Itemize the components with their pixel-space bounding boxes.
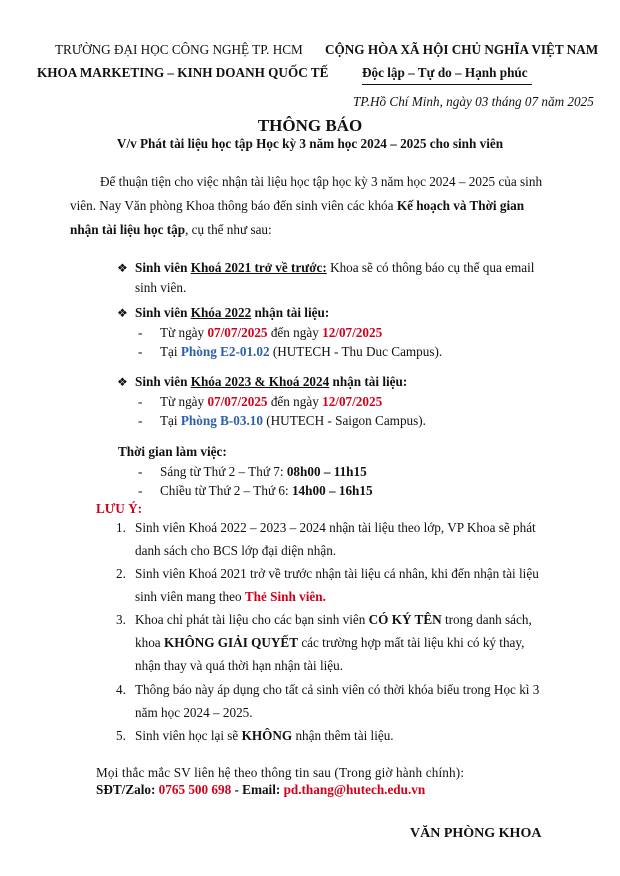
from-label: Từ ngày: [160, 394, 208, 409]
note-4-number: 4.: [116, 682, 126, 697]
note-4-line-1: Thông báo này áp dụng cho tất cả sinh viên có thời khóa biểu trong Học kì 3: [135, 682, 540, 697]
section-2-prefix: Sinh viên: [135, 305, 191, 320]
morning-time: 08h00 – 11h15: [286, 464, 367, 479]
note-5-text-b: nhận thêm tài liệu.: [292, 728, 394, 743]
note-5-number: 5.: [116, 728, 126, 743]
note-2-text: sinh viên mang theo: [135, 589, 245, 604]
room-label: Tại: [160, 344, 181, 359]
to-label: đến ngày: [267, 394, 323, 409]
campus-name: (HUTECH - Saigon Campus).: [262, 413, 426, 428]
note-heading: LƯU Ý:: [96, 501, 143, 516]
section-1-text: Khoa sẽ có thông báo cụ thể qua email: [326, 260, 535, 275]
note-1-line-1: Sinh viên Khoá 2022 – 2023 – 2024 nhận tài liệu theo lớp, VP Khoa sẽ phát: [135, 520, 536, 535]
faculty-name: KHOA MARKETING – KINH DOANH QUỐC TẾ: [37, 65, 329, 80]
section-2-room: [160, 344, 442, 360]
page-title: THÔNG BÁO: [257, 116, 363, 135]
motto-underline: [362, 84, 532, 85]
dash-icon: -: [138, 344, 143, 359]
note-3-line-1: [135, 612, 532, 628]
motto: Độc lập – Tự do – Hạnh phúc: [362, 65, 528, 80]
note-4-line-2: năm học 2024 – 2025.: [135, 705, 253, 720]
to-date: 12/07/2025: [322, 325, 383, 340]
dash-icon: -: [138, 394, 143, 409]
note-3-text-b: trong danh sách,: [441, 612, 532, 627]
signature: VĂN PHÒNG KHOA: [410, 826, 542, 841]
phone-label: SĐT/Zalo:: [96, 782, 159, 797]
intro-line-1: Để thuận tiện cho việc nhận tài liệu học tập học kỳ 3 năm học 2024 – 2025 của sinh: [100, 174, 543, 189]
morning-hours: [160, 464, 367, 480]
intro-text: viên. Nay Văn phòng Khoa thông báo đến sinh viên các khóa: [70, 198, 397, 213]
note-2-line-1: Sinh viên Khoá 2021 trở về trước nhận tài liệu cá nhân, khi đến nhận tài liệu: [135, 566, 539, 581]
dash-icon: -: [138, 413, 143, 428]
section-2-dates: [160, 325, 382, 341]
section-1-line-1: [135, 260, 534, 276]
dash-icon: -: [138, 464, 143, 479]
subtitle: V/v Phát tài liệu học tập Học kỳ 3 năm học 2024 – 2025 cho sinh viên: [116, 136, 504, 151]
dash-icon: -: [138, 325, 143, 340]
from-date: 07/07/2025: [207, 325, 268, 340]
contact-details: [96, 782, 425, 798]
intro-line-2: [70, 198, 524, 214]
date-line: TP.Hồ Chí Minh, ngày 03 tháng 07 năm 2025: [353, 94, 594, 109]
email-link[interactable]: pd.thang@hutech.edu.vn: [283, 782, 426, 797]
section-2-khoa: Khóa 2022: [190, 305, 252, 320]
section-2-heading: [135, 305, 329, 321]
note-5-text-a: Sinh viên học lại sẽ: [135, 728, 242, 743]
note-2-number: 2.: [116, 566, 126, 581]
diamond-bullet-icon: ❖: [117, 375, 128, 389]
working-hours-heading: Thời gian làm việc:: [118, 444, 227, 459]
section-3-suffix: nhận tài liệu:: [329, 374, 408, 389]
note-3-signed: CÓ KÝ TÊN: [368, 612, 442, 627]
section-3-khoa: Khóa 2023 & Khoá 2024: [190, 374, 330, 389]
from-date: 07/07/2025: [207, 394, 268, 409]
section-3-room: [160, 413, 426, 429]
afternoon-hours: [160, 483, 373, 499]
section-1-prefix: Sinh viên: [135, 260, 191, 275]
section-2-suffix: nhận tài liệu:: [251, 305, 330, 320]
afternoon-time: 14h00 – 16h15: [291, 483, 373, 498]
note-3-line-2: [135, 635, 524, 651]
section-1-line-2: sinh viên.: [135, 280, 187, 295]
note-5-not: KHÔNG: [241, 728, 293, 743]
campus-name: (HUTECH - Thu Duc Campus).: [269, 344, 443, 359]
intro-emphasis-2: nhận tài liệu học tập: [70, 222, 186, 237]
to-label: đến ngày: [267, 325, 323, 340]
intro-emphasis: Kế hoạch và Thời gian: [396, 198, 525, 213]
section-3-prefix: Sinh viên: [135, 374, 191, 389]
room-name: Phòng E2-01.02: [180, 344, 270, 359]
note-3-line-3: nhận thay và quá thời hạn nhận tài liệu.: [135, 658, 344, 673]
student-card: Thẻ Sinh viên.: [244, 589, 326, 604]
section-1-khoa: Khoá 2021 trở về trước:: [190, 260, 327, 275]
note-2-line-2: [135, 589, 326, 605]
email-label: - Email:: [231, 782, 284, 797]
diamond-bullet-icon: ❖: [117, 261, 128, 275]
intro-text-2: , cụ thể như sau:: [185, 222, 272, 237]
note-3-text-a: Khoa chỉ phát tài liệu cho các bạn sinh viên: [135, 612, 369, 627]
to-date: 12/07/2025: [322, 394, 383, 409]
morning-label: Sáng từ Thứ 2 – Thứ 7:: [160, 464, 287, 479]
note-1-line-2: danh sách cho BCS lớp đại diện nhận.: [135, 543, 337, 558]
afternoon-label: Chiều từ Thứ 2 – Thứ 6:: [160, 483, 292, 498]
note-3-text-c: khoa: [135, 635, 164, 650]
from-label: Từ ngày: [160, 325, 208, 340]
room-name: Phòng B-03.10: [180, 413, 263, 428]
note-5-line: [135, 728, 394, 744]
note-1-number: 1.: [116, 520, 126, 535]
diamond-bullet-icon: ❖: [117, 306, 128, 320]
university-name: TRƯỜNG ĐẠI HỌC CÔNG NGHỆ TP. HCM: [55, 42, 303, 57]
dash-icon: -: [138, 483, 143, 498]
room-label: Tại: [160, 413, 181, 428]
note-3-text-d: các trường hợp mất tài liệu khi có ký thay,: [298, 635, 525, 650]
contact-line: Mọi thắc mắc SV liên hệ theo thông tin sau (Trong giờ hành chính):: [96, 765, 465, 780]
intro-line-3: [70, 222, 272, 238]
republic-title: CỘNG HÒA XÃ HỘI CHỦ NGHĨA VIỆT NAM: [325, 42, 599, 57]
note-3-not-resolved: KHÔNG GIẢI QUYẾT: [163, 635, 299, 650]
section-3-heading: [135, 374, 407, 390]
section-3-dates: [160, 394, 382, 410]
note-3-number: 3.: [116, 612, 126, 627]
phone-number[interactable]: 0765 500 698: [158, 782, 232, 797]
